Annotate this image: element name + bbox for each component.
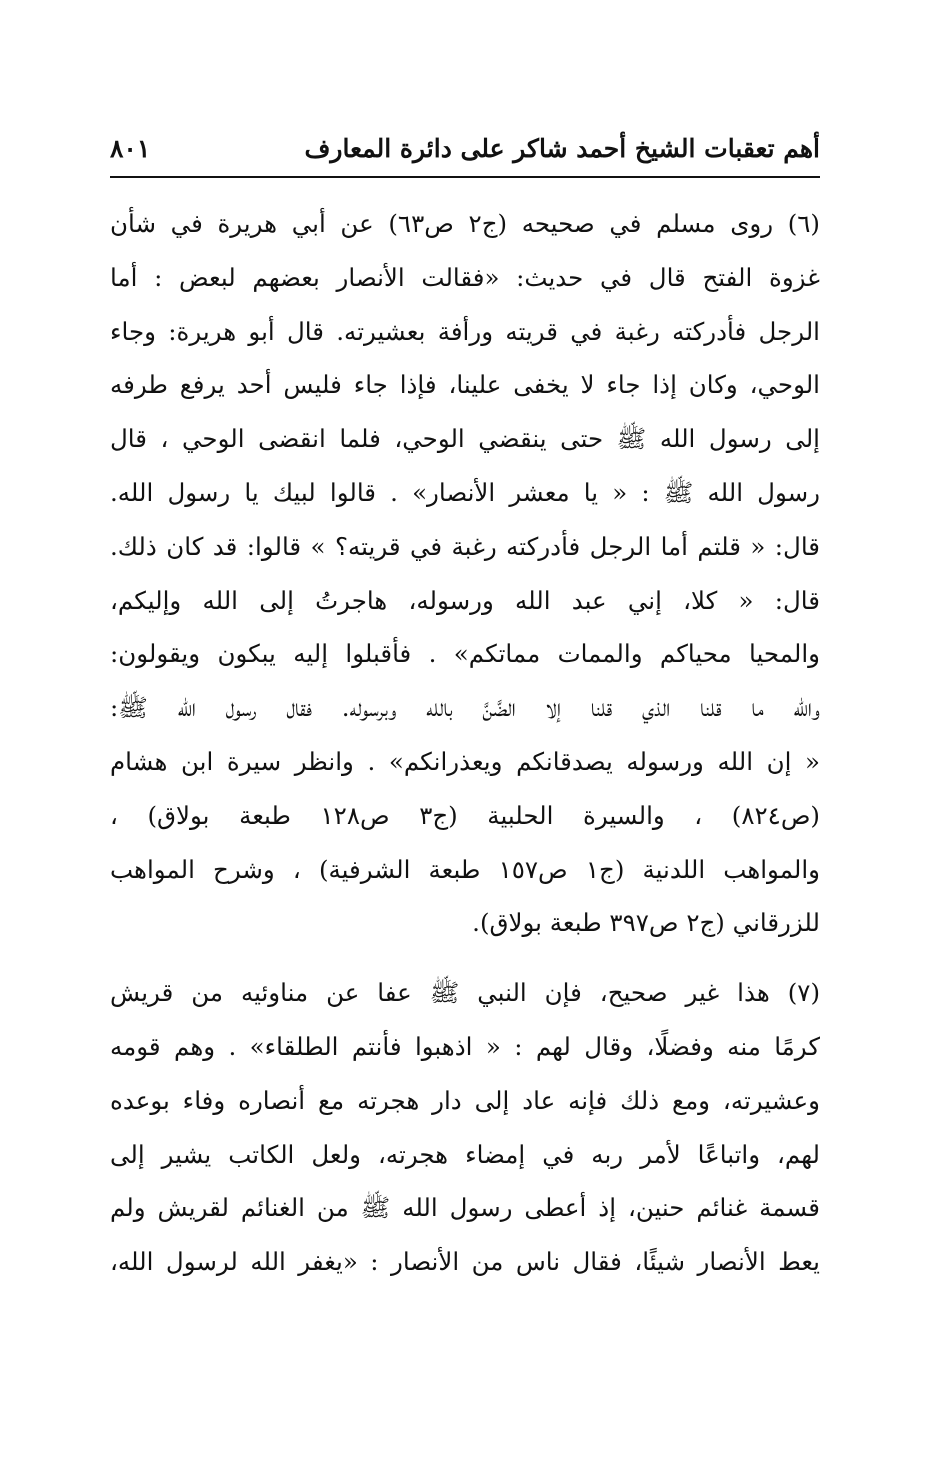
text-line: يعط الأنصار شيئًا، فقال ناس من الأنصار : «يغفر الله لرسول الله،: [110, 1247, 820, 1277]
text-line: الرجل فأدركته رغبة في قريته ورأفة بعشيرته. قال أبو هريرة: وجاء: [110, 316, 820, 346]
book-page: [110, 0, 820, 1469]
text-line: لهم، واتباعًا لأمر ربه في إمضاء هجرته، ولعل الكاتب يشير إلى: [110, 1139, 820, 1169]
page-number: ٨٠١: [110, 133, 151, 163]
header-rule: [110, 176, 820, 178]
paragraph-gap: [110, 950, 820, 966]
text-line: والمواهب اللدنية (ج١ ص١٥٧ طبعة الشرفية) ، وشرح المواهب: [110, 854, 820, 884]
text-line: والمحيا محياكم والممات مماتكم» . فأقبلوا إليه يبكون ويقولون:: [110, 639, 820, 669]
text-line: غزوة الفتح قال في حديث: «فقالت الأنصار بعضهم لبعض : أما: [110, 262, 820, 292]
text-line: والله ما قلنا الذي قلنا إلا الضَّنَّ بالله وبرسوله. فقال رسول الله ﷺ:: [110, 693, 820, 723]
text-line: قسمة غنائم حنين، إذ أعطى رسول الله ﷺ من الغنائم لقريش ولم: [110, 1193, 820, 1223]
text-line: وعشيرته، ومع ذلك فإنه عاد إلى دار هجرته مع أنصاره وفاء بوعده: [110, 1085, 820, 1115]
text-line: (٧) هذا غير صحيح، فإن النبي ﷺ عفا عن مناوئيه من قريش: [110, 978, 820, 1008]
text-line: (ص٨٢٤) ، والسيرة الحلبية (ج٣ ص١٢٨ طبعة بولاق) ،: [110, 800, 820, 830]
text-line: « إن الله ورسوله يصدقانكم ويعذرانكم» . وانظر سيرة ابن هشام: [110, 746, 820, 776]
text-line: (٦) روى مسلم في صحيحه (ج٢ ص٦٣) عن أبي هريرة في شأن: [110, 209, 820, 238]
text-line: إلى رسول الله ﷺ حتى ينقضي الوحي، فلما انقضى الوحي ، قال: [110, 424, 820, 454]
footnotes-body: [110, 197, 820, 1289]
text-line: للزرقاني (ج٢ ص٣٩٧ طبعة بولاق).: [472, 908, 820, 938]
text-line: كرمًا منه وفضلًا، وقال لهم : « اذهبوا فأنتم الطلقاء» . وهم قومه: [110, 1031, 820, 1061]
running-title: أهم تعقبات الشيخ أحمد شاكر على دائرة المعارف: [304, 133, 820, 163]
running-header: [110, 128, 820, 168]
text-line: قال: « كلا، إني عبد الله ورسوله، هاجرتُ إلى الله وإليكم،: [110, 585, 820, 615]
text-line: قال: « قلتم أما الرجل فأدركته رغبة في قريته؟ » قالوا: قد كان ذلك.: [110, 531, 820, 561]
text-line: الوحي، وكان إذا جاء لا يخفى علينا، فإذا جاء فليس أحد يرفع طرفه: [110, 370, 820, 400]
footnote-6: [110, 197, 820, 950]
footnote-7: [110, 966, 820, 1289]
text-line: رسول الله ﷺ : « يا معشر الأنصار» . قالوا لبيك يا رسول الله.: [110, 477, 820, 507]
